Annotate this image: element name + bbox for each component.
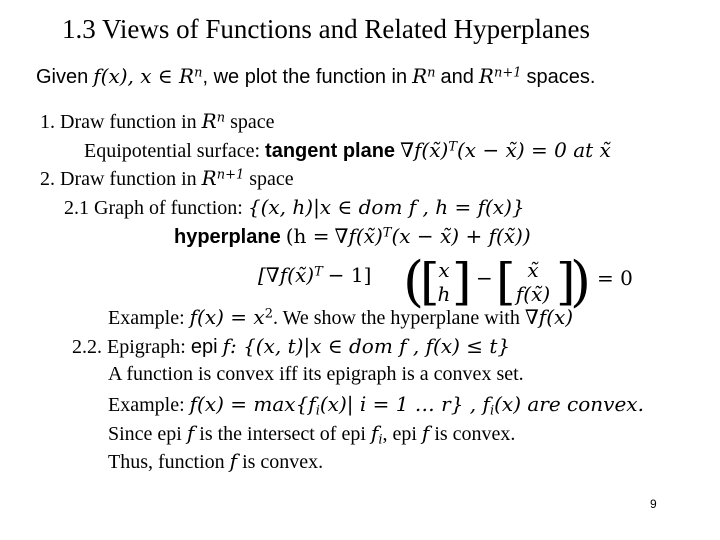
example2-label: Example: <box>108 394 185 416</box>
equipotential-line <box>84 138 611 163</box>
item1-heading <box>40 109 275 134</box>
since-sub-i: i <box>378 432 383 448</box>
example2-post: (x) are convex. <box>494 392 644 416</box>
col2-vector <box>508 258 558 306</box>
thus-line <box>108 449 323 474</box>
and-text: and <box>440 66 474 88</box>
item2-label: 2. Draw function in <box>40 168 197 190</box>
R-symbol-3: R <box>201 109 217 133</box>
matrix-minus: − <box>476 266 493 290</box>
item2-heading <box>40 166 294 191</box>
hyperplane-label: hyperplane <box>174 226 281 248</box>
thus-pre: Thus, function <box>108 451 225 473</box>
example2-mid: (x)| i = 1 … r} , f <box>319 392 490 416</box>
page-title: 1.3 Views of Functions and Related Hyperplanes <box>62 14 591 44</box>
R-symbol: R <box>412 64 428 88</box>
equi-text: Equipotential surface: <box>84 140 261 162</box>
example1-square: 2 <box>264 306 273 322</box>
exp-n-2: n <box>427 65 436 81</box>
R-symbol-4: R <box>201 166 217 190</box>
x-in-R: , x ∈ R <box>127 64 195 88</box>
since-f: f <box>186 421 195 445</box>
outer-paren-left: ( <box>403 250 425 313</box>
example2-func: f(x) = max{f <box>189 392 316 416</box>
col2-bracket-right: ] <box>556 253 576 311</box>
R-symbol-2: R <box>478 64 494 88</box>
row-vec-start: [∇f(x̃) <box>258 263 315 287</box>
eq-zero: = 0 <box>597 266 633 290</box>
since-post: , epi <box>382 423 417 445</box>
since-line <box>108 421 515 446</box>
since-fi: f <box>370 421 379 445</box>
col1-bot: h <box>437 282 451 306</box>
hyper-eq-grad: ∇f(x̃) <box>334 224 383 248</box>
item1-space: space <box>230 111 275 133</box>
example2-line <box>108 392 644 417</box>
epi-f: f <box>222 334 230 358</box>
item1-label: 1. Draw function in <box>40 111 197 133</box>
sub22-label: 2.2. Epigraph: <box>72 336 186 358</box>
exp-n-3: n <box>216 110 226 126</box>
spaces-text: spaces. <box>526 66 596 88</box>
graph-of-function-line <box>64 195 525 220</box>
example2-sub-i: i <box>315 403 320 419</box>
given-text: Given <box>36 66 89 88</box>
thus-post: is convex. <box>242 451 324 473</box>
example1-func: f(x) = x <box>189 305 265 329</box>
graph-set: {(x, h)|x ∈ dom f , h = f(x)} <box>247 195 525 219</box>
page-number: 9 <box>650 497 657 511</box>
row-vec-end: − 1] <box>327 263 372 287</box>
sub21-label: 2.1 Graph of function: <box>64 197 243 219</box>
col1-bracket-right: ] <box>452 253 472 311</box>
intro-line <box>36 64 595 89</box>
col2-bracket-left: [ <box>496 253 516 311</box>
col1-top: x <box>438 258 450 282</box>
transpose-T-2: T <box>382 225 392 241</box>
hyperplane-line <box>174 224 531 249</box>
exp-n: n <box>194 65 203 81</box>
hyper-eq-post: (x − x̃) + f(x̃)) <box>391 224 531 248</box>
since-mid: is the intersect of epi <box>199 423 366 445</box>
transpose-T-3: T <box>314 264 323 280</box>
example1-post: . We show the hyperplane with <box>272 307 520 329</box>
example1-label: Example: <box>108 307 185 329</box>
grad-formula: ∇f(x̃) <box>400 138 449 162</box>
example2-sub-i2: i <box>489 403 495 419</box>
since-f2: f <box>421 421 430 445</box>
formula-rest: (x − x̃) = 0 at x̃ <box>457 138 611 162</box>
exp-n1: n+1 <box>493 65 522 81</box>
plot-text: , we plot the function in <box>202 66 408 88</box>
item2-space: space <box>249 168 294 190</box>
epi-set: : {(x, t)|x ∈ dom f , f(x) ≤ t} <box>229 334 511 358</box>
tangent-plane-label: tangent plane <box>265 140 396 162</box>
hyper-eq-pre: (h = <box>285 224 330 248</box>
col2-bot: f(x̃) <box>515 282 551 306</box>
since-pre: Since epi <box>108 423 182 445</box>
epi-text: epi <box>190 336 218 358</box>
example1-line <box>108 305 573 330</box>
epigraph-line <box>72 334 510 359</box>
row-vector <box>258 263 371 288</box>
since-end: is convex. <box>434 423 516 445</box>
exp-n1-2: n+1 <box>216 167 245 183</box>
fx-symbol: f(x) <box>93 64 128 88</box>
col2-top: x̃ <box>527 258 539 282</box>
thus-f: f <box>229 449 238 473</box>
outer-paren-right: ) <box>570 250 592 313</box>
convex-iff-line: A function is convex iff its epigraph is a convex set. <box>108 363 524 385</box>
transpose-T: T <box>448 139 457 155</box>
example1-grad: ∇f(x) <box>524 305 574 329</box>
col1-bracket-left: [ <box>420 253 440 311</box>
